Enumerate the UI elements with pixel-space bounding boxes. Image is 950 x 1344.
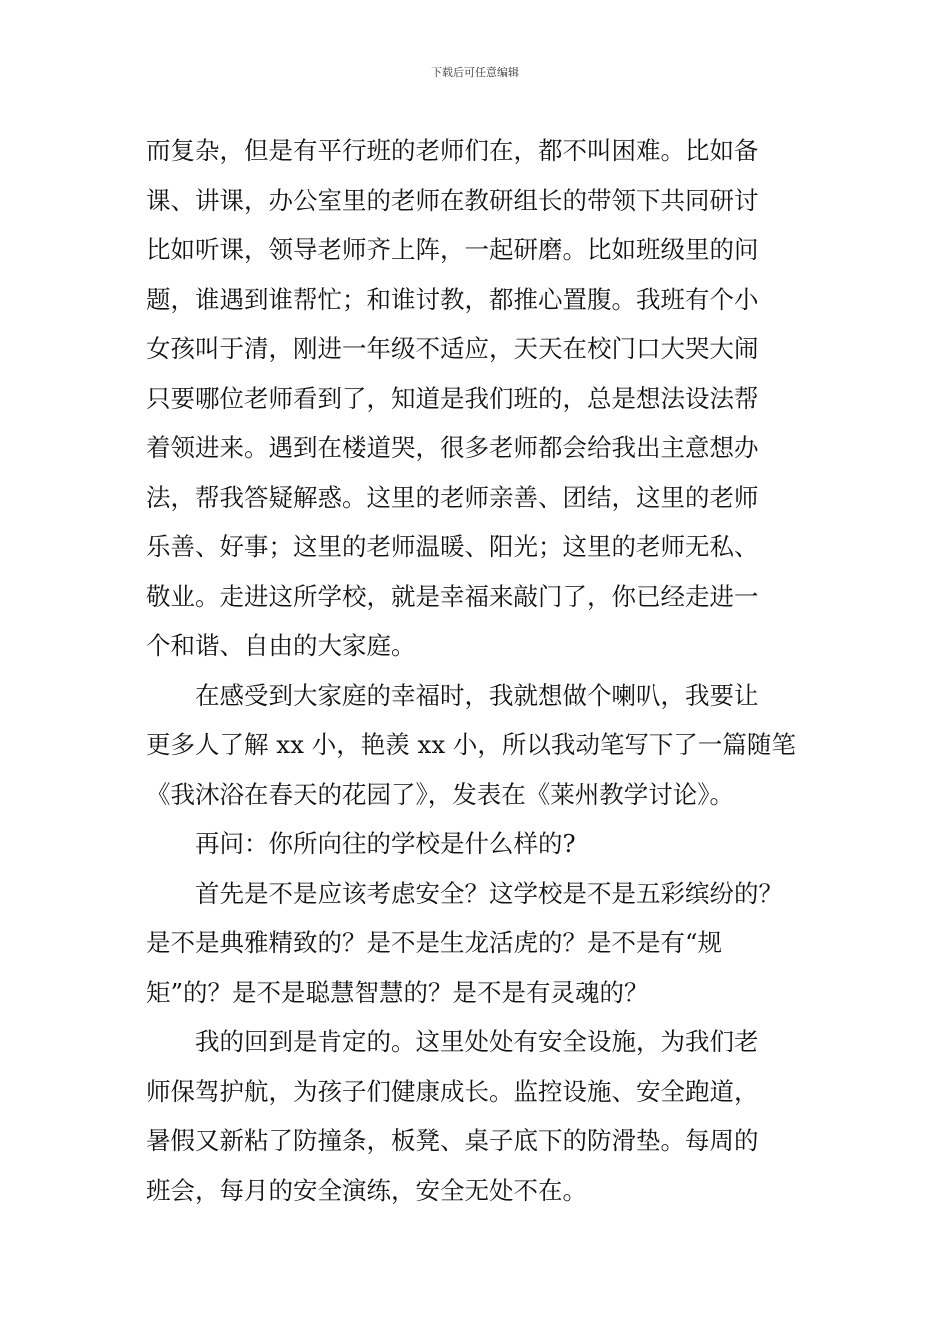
paragraph-first-line: 再问：你所向往的学校是什么样的? [195,829,576,858]
text-line: 女孩叫于清，刚进一年级不适应，天天在校门口大哭大闹 [146,334,759,363]
text-line: 题，谁遇到谁帮忙；和谁讨教，都推心置腹。我班有个小 [146,284,759,314]
paragraph-first-line: 在感受到大家庭的幸福时，我就想做个喇叭，我要让 [195,680,759,710]
text-line: 而复杂，但是有平行班的老师们在，都不叫困难。比如备 [146,136,759,165]
paragraph-first-line: 首先是不是应该考虑安全？这学校是不是五彩缤纷的？ [195,878,783,908]
text-line: 班会，每月的安全演练，安全无处不在。 [146,1175,587,1205]
text-line: 乐善、好事；这里的老师温暖、阳光；这里的老师无私、 [146,532,759,561]
page-header: 下载后可任意编辑 [431,66,519,79]
text-line: 是不是典雅精致的？是不是生龙活虎的？是不是有“规 [146,928,723,957]
text-line: 比如听课，领导老师齐上阵，一起研磨。比如班级里的问 [146,235,759,264]
document-body [146,126,818,1215]
text-line: 更多人了解 xx 小，艳羡 xx 小，所以我动笔写下了一篇随笔 [146,730,796,759]
text-line: 师保驾护航，为孩子们健康成长。监控设施、安全跑道， [146,1076,759,1106]
text-line: 《我沐浴在春天的花园了》，发表在《莱州教学讨论》。 [146,779,734,809]
text-line: 个和谐、自由的大家庭。 [146,631,416,660]
text-line: 课、讲课，办公室里的老师在教研组长的带领下共同研讨 [146,185,759,215]
text-line: 法，帮我答疑解惑。这里的老师亲善、团结，这里的老师 [146,482,759,512]
text-line: 矩”的？是不是聪慧智慧的？是不是有灵魂的？ [146,977,649,1007]
text-line: 暑假又新粘了防撞条，板凳、桌子底下的防滑垫。每周的 [146,1126,759,1155]
text-line: 敬业。走进这所学校，就是幸福来敲门了，你已经走进一 [146,581,759,611]
text-line: 着领进来。遇到在楼道哭，很多老师都会给我出主意想办 [146,433,759,462]
paragraph-first-line: 我的回到是肯定的。这里处处有安全设施，为我们老 [195,1027,759,1056]
text-line: 只要哪位老师看到了，知道是我们班的，总是想法设法帮 [146,383,759,413]
